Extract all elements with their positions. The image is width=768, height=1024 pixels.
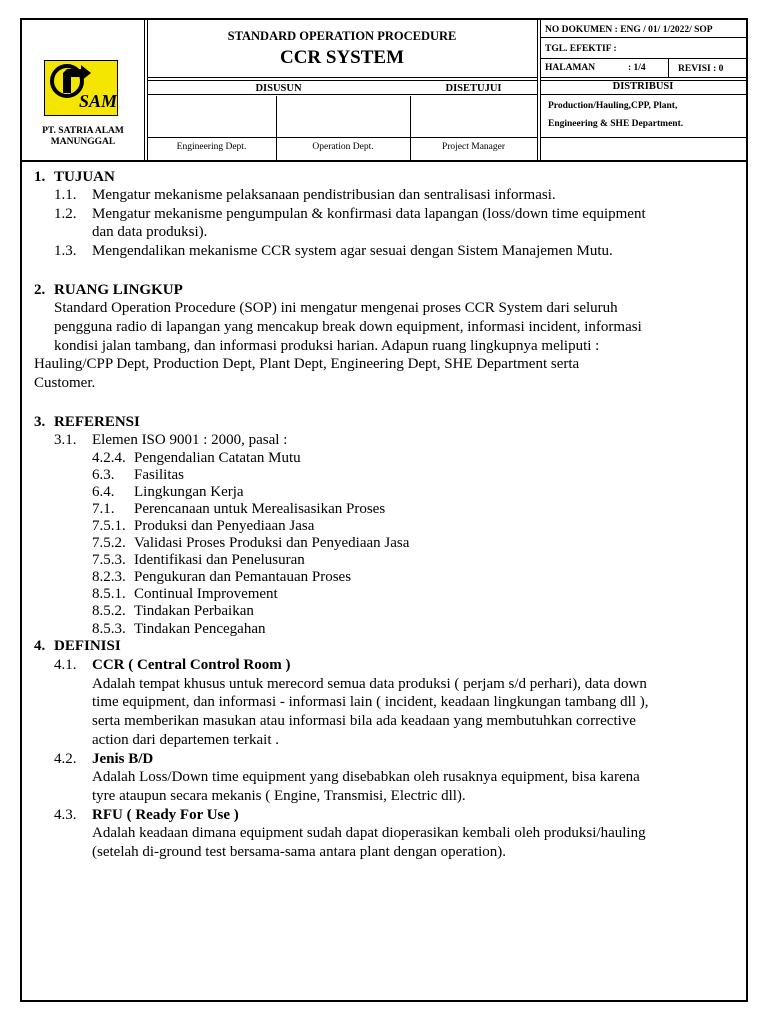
section-title-definisi: DEFINISI <box>54 638 121 654</box>
halaman-value: : 1/4 <box>628 63 646 73</box>
section-title-referensi: REFERENSI <box>54 414 140 430</box>
company-name-line2: MANUNGGAL <box>50 137 116 147</box>
sop-title-top: STANDARD OPERATION PROCEDURE <box>227 29 457 43</box>
section-title-ruang-lingkup: RUANG LINGKUP <box>54 282 183 298</box>
definition-term: RFU ( Ready For Use ) <box>92 806 239 823</box>
disusun-label: DISUSUN <box>255 83 302 94</box>
company-name-line1: PT. SATRIA ALAM <box>42 126 124 136</box>
paragraph-line: kondisi jalan tambang, dan informasi produksi harian. Adapun ruang lingkupnya meliputi : <box>54 338 600 354</box>
section-number: 4. <box>34 638 46 654</box>
reference-number: 7.5.3. <box>92 552 126 569</box>
definition-line: serta memberikan masukan atau informasi bila ada keadaan yang membutuhkan corrective <box>92 713 636 730</box>
halaman-label: HALAMAN <box>545 63 596 73</box>
revisi: REVISI : 0 <box>678 64 724 74</box>
definition-line: Adalah tempat khusus untuk merecord semua data produksi ( perjam s/d perhari), data down <box>92 675 647 692</box>
reference-text: Produksi dan Penyediaan Jasa <box>134 517 315 534</box>
reference-text: Pengukuran dan Pemantauan Proses <box>134 569 352 586</box>
item-number: 1.3. <box>54 243 77 259</box>
definition-line: tyre ataupun secara mekanis ( Engine, Transmisi, Electric dll). <box>92 787 466 804</box>
section-number: 3. <box>34 414 46 430</box>
reference-text: Validasi Proses Produksi dan Penyediaan Jasa <box>134 535 410 551</box>
reference-number: 7.1. <box>92 500 115 517</box>
company-logo <box>44 60 118 116</box>
no-dokumen: NO DOKUMEN : ENG / 01/ 1/2022/ SOP <box>545 25 713 35</box>
reference-text: Pengendalian Catatan Mutu <box>134 449 301 466</box>
reference-text: Tindakan Pencegahan <box>134 620 266 637</box>
paragraph-line: pengguna radio di lapangan yang mencakup break down equipment, informasi incident, informasi <box>54 319 642 335</box>
item-number: 1.1. <box>54 187 77 203</box>
item-number: 3.1. <box>54 432 77 448</box>
reference-text: Identifikasi dan Penelusuran <box>134 552 305 569</box>
definition-line: Adalah keadaan dimana equipment sudah dapat dioperasikan kembali oleh produksi/hauling <box>92 825 646 842</box>
definition-line: time equipment, dan informasi - informasi lain ( incident, keadaan lingkungan tambang dll ), <box>92 694 649 711</box>
reference-text: Perencanaan untuk Merealisasikan Proses <box>134 500 386 517</box>
item-text: dan data produksi). <box>92 224 208 240</box>
item-text: Mengatur mekanisme pelaksanaan pendistribusian dan sentralisasi informasi. <box>92 187 556 203</box>
item-text: Mengatur mekanisme pengumpulan & konfirmasi data lapangan (loss/down time equipment <box>92 206 646 222</box>
reference-text: Fasilitas <box>134 466 185 483</box>
disetujui-label: DISETUJUI <box>445 83 502 94</box>
logo-text: SAM <box>79 91 118 111</box>
definition-number: 4.3. <box>54 806 77 823</box>
sign-operation: Operation Dept. <box>312 142 374 152</box>
definition-term: Jenis B/D <box>92 750 154 767</box>
definition-number: 4.1. <box>54 657 77 673</box>
section-number: 1. <box>34 169 46 185</box>
distribusi-line1: Production/Hauling,CPP, Plant, <box>548 101 678 111</box>
sign-engineering: Engineering Dept. <box>176 142 247 152</box>
paragraph-line: Standard Operation Procedure (SOP) ini mengatur mengenai proses CCR System dari seluruh <box>54 300 618 316</box>
definition-term: CCR ( Central Control Room ) <box>92 657 291 673</box>
reference-number: 8.5.2. <box>92 603 126 620</box>
reference-number: 7.5.2. <box>92 535 126 551</box>
distribusi-line2: Engineering & SHE Department. <box>548 119 684 129</box>
item-number: 1.2. <box>54 206 77 222</box>
reference-number: 8.5.1. <box>92 586 126 603</box>
definition-line: action dari departemen terkait . <box>92 731 279 748</box>
sop-title-main: CCR SYSTEM <box>279 47 405 68</box>
reference-number: 8.5.3. <box>92 620 126 637</box>
section-number: 2. <box>34 282 46 298</box>
reference-number: 6.3. <box>92 466 115 483</box>
reference-number: 8.2.3. <box>92 569 126 586</box>
tgl-efektif: TGL. EFEKTIF : <box>545 44 617 54</box>
reference-text: Tindakan Perbaikan <box>134 603 254 620</box>
definition-line: Adalah Loss/Down time equipment yang disebabkan oleh rusaknya equipment, bisa karena <box>92 769 640 786</box>
paragraph-line: Customer. <box>34 375 96 391</box>
section-title-tujuan: TUJUAN <box>54 169 115 185</box>
paragraph-line: Hauling/CPP Dept, Production Dept, Plant Dept, Engineering Dept, SHE Department serta <box>34 356 580 372</box>
sign-project-manager: Project Manager <box>441 142 506 152</box>
reference-text: Continual Improvement <box>134 586 278 603</box>
definition-line: (setelah di-ground test bersama-sama antara plant dengan operation). <box>92 844 507 860</box>
reference-number: 6.4. <box>92 483 115 500</box>
reference-number: 4.2.4. <box>92 449 126 466</box>
reference-number: 7.5.1. <box>92 517 126 534</box>
distribusi-label: DISTRIBUSI <box>612 81 674 92</box>
reference-text: Lingkungan Kerja <box>134 483 244 500</box>
document-page <box>20 18 748 1002</box>
document-header <box>22 20 746 162</box>
item-text: Mengendalikan mekanisme CCR system agar sesuai dengan Sistem Manajemen Mutu. <box>92 243 613 259</box>
definition-number: 4.2. <box>54 750 77 767</box>
item-text: Elemen ISO 9001 : 2000, pasal : <box>92 432 288 448</box>
